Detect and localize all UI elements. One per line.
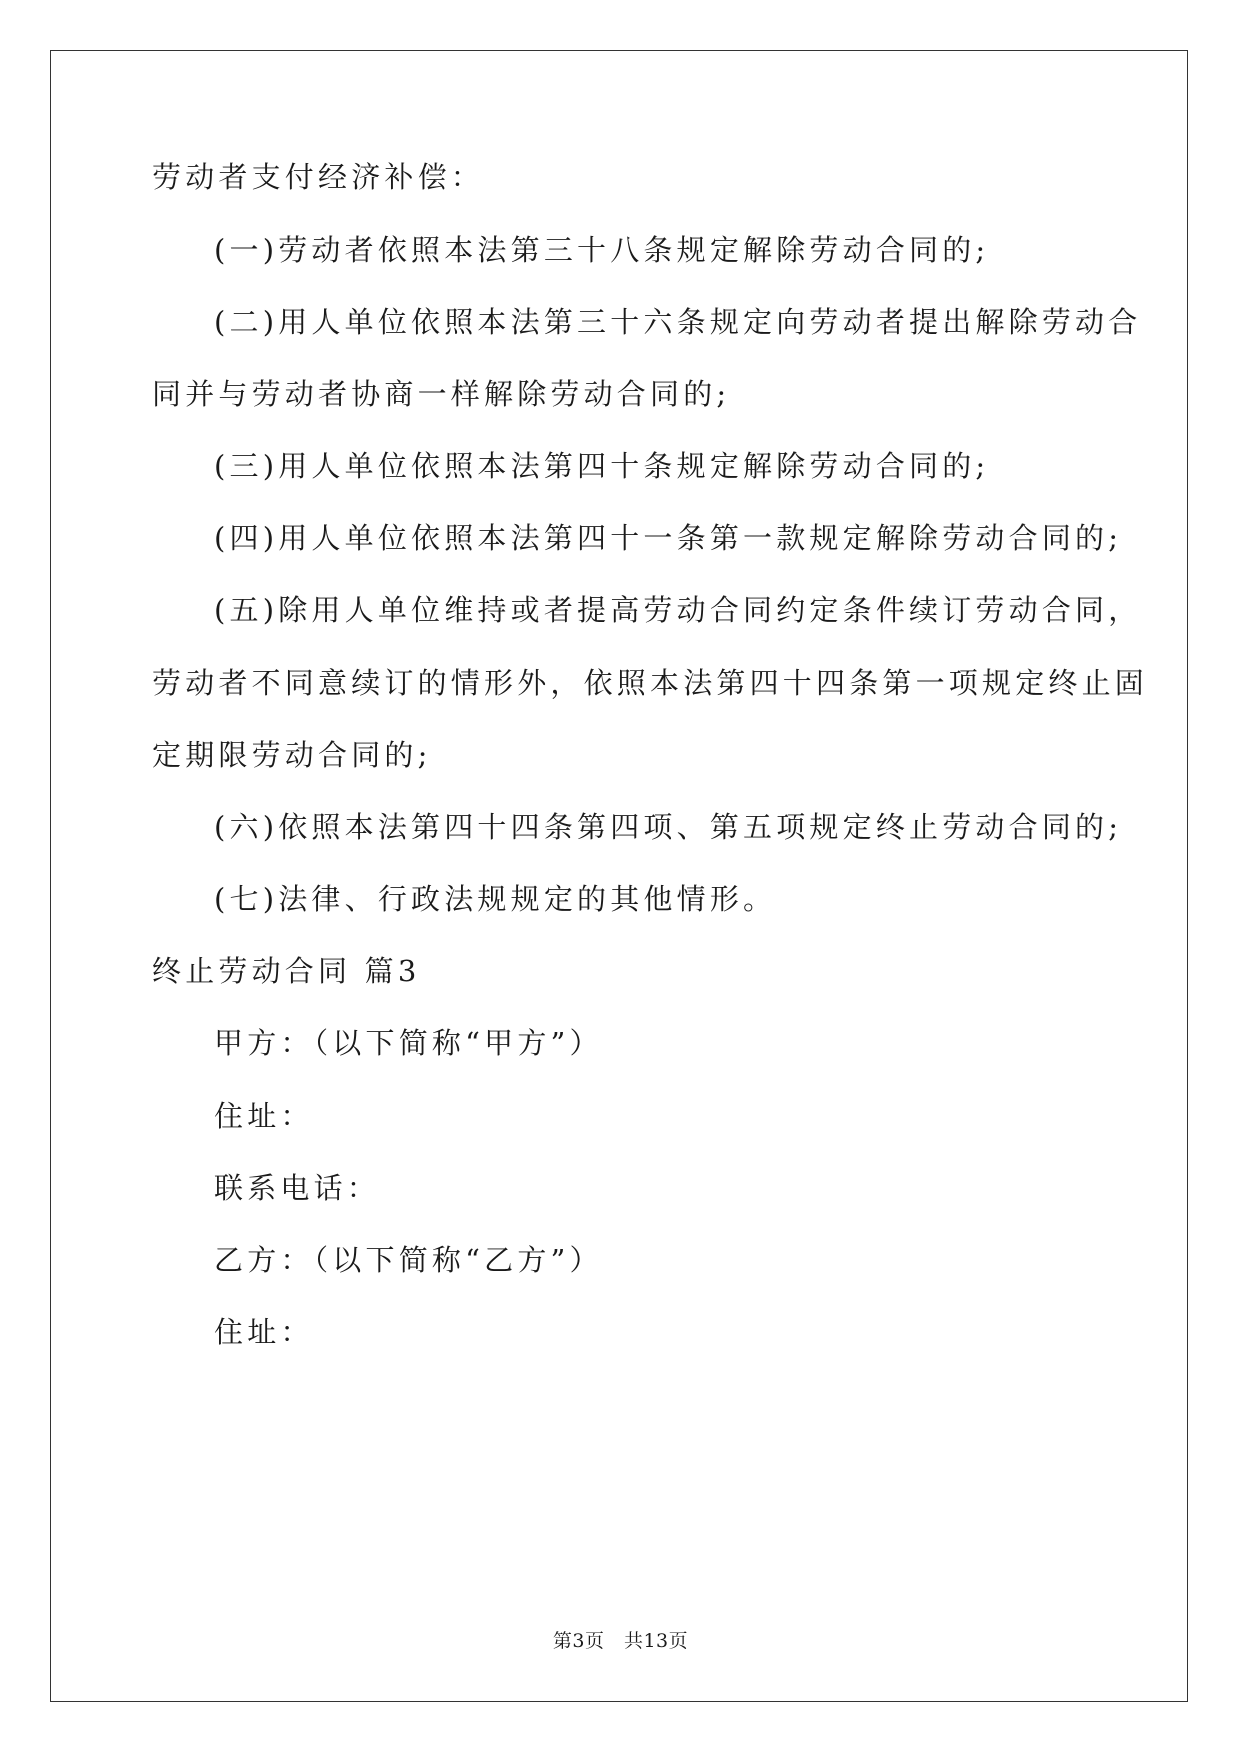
text-line: 同并与劳动者协商一样解除劳动合同的; [152, 377, 731, 411]
text-line: (一)劳动者依照本法第三十八条规定解除劳动合同的; [214, 233, 990, 267]
text-line: (五)除用人单位维持或者提高劳动合同约定条件续订劳动合同， [214, 593, 1142, 627]
text-line: 乙方：（以下简称“乙方”） [214, 1243, 603, 1277]
text-line: (三)用人单位依照本法第四十条规定解除劳动合同的; [214, 449, 990, 483]
text-line: (七)法律、行政法规规定的其他情形。 [214, 882, 777, 916]
page-border [50, 50, 1188, 1702]
page-number-footer: 第3页 共13页 [552, 1630, 689, 1652]
text-line: 定期限劳动合同的; [152, 738, 432, 772]
text-line: (六)依照本法第四十四条第四项、第五项规定终止劳动合同的; [214, 810, 1123, 844]
text-line: 住址： [214, 1099, 314, 1133]
section-heading: 终止劳动合同 篇3 [152, 954, 421, 988]
text-line: 联系电话： [214, 1171, 381, 1205]
text-line: (二)用人单位依照本法第三十六条规定向劳动者提出解除劳动合 [214, 305, 1142, 339]
text-line: 甲方：（以下简称“甲方”） [214, 1026, 603, 1060]
text-line: (四)用人单位依照本法第四十一条第一款规定解除劳动合同的; [214, 521, 1123, 555]
text-line: 劳动者支付经济补偿： [152, 160, 485, 194]
text-line: 住址： [214, 1315, 314, 1349]
text-line: 劳动者不同意续订的情形外，依照本法第四十四条第一项规定终止固 [152, 666, 1149, 700]
